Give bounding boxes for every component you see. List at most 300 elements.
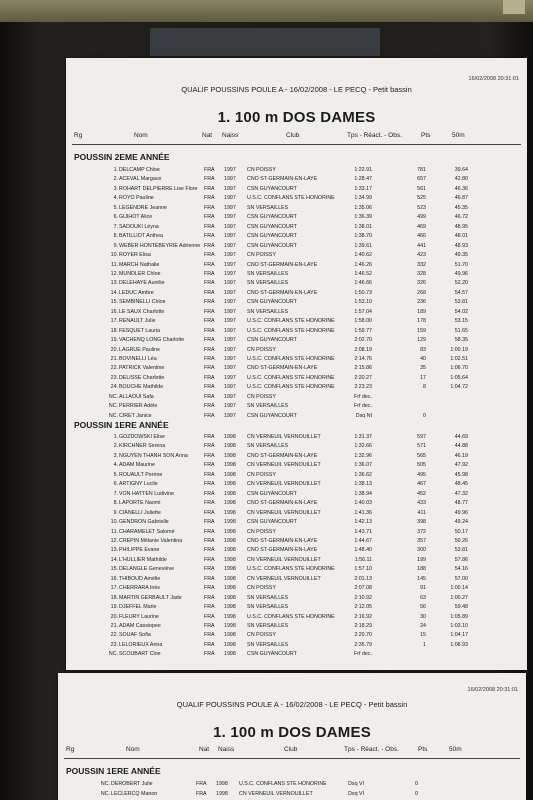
- nationality-cell: FRA: [204, 434, 215, 440]
- name-cell: ACEVAL Margaux: [119, 176, 162, 183]
- time-cell: 1:42.13: [354, 519, 372, 526]
- club-cell: CSN GUYANCOURT: [247, 214, 297, 221]
- table-row: [66, 537, 527, 546]
- split-50m-cell: 45.98: [454, 471, 468, 478]
- rank-cell: 5.: [113, 204, 118, 211]
- time-cell: 1:31.37: [354, 434, 372, 440]
- table-row: [66, 452, 527, 461]
- rank-cell: 15.: [110, 566, 118, 573]
- table-row: [66, 194, 527, 203]
- club-cell: CN VERNEUIL VERNOUILLET: [247, 509, 321, 516]
- club-cell: U.S.C. CONFLANS STE HONORINE: [247, 384, 335, 391]
- club-cell: CN POISSY: [247, 252, 276, 259]
- club-cell: CNO ST-GERMAIN-EN-LAYE: [247, 537, 318, 544]
- club-cell: CNO ST-GERMAIN-EN-LAYE: [247, 500, 318, 507]
- birth-year-cell: 1997: [224, 242, 236, 249]
- split-50m-cell: 48.45: [454, 481, 468, 488]
- col-naiss: Naiss: [222, 132, 239, 139]
- points-cell: 597: [417, 434, 426, 440]
- table-row: [66, 471, 527, 480]
- club-cell: CNO ST-GERMAIN-EN-LAYE: [247, 176, 318, 183]
- club-cell: U.S.C. CONFLANS STE HONORINE: [247, 374, 335, 381]
- name-cell: NGUYEN THANH SON Anna: [119, 452, 188, 459]
- rank-cell: 12.: [110, 537, 118, 544]
- table-row: [66, 166, 527, 175]
- birth-year-cell: 1998: [224, 623, 236, 629]
- birth-year-cell: 1997: [224, 261, 236, 268]
- nationality-cell: FRA: [204, 481, 215, 488]
- nationality-cell: FRA: [204, 167, 215, 173]
- birth-year-cell: 1997: [224, 412, 236, 419]
- birth-year-cell: 1997: [224, 214, 236, 221]
- nationality-cell: FRA: [204, 547, 215, 554]
- club-cell: U.S.C. CONFLANS STE HONORINE: [239, 781, 327, 787]
- time-cell: 2:07.08: [354, 585, 372, 592]
- table-row: [66, 603, 527, 612]
- table-row: [66, 355, 527, 364]
- col-nat: Nat: [202, 132, 213, 139]
- rank-cell: 4.: [113, 462, 118, 469]
- split-50m-cell: 49.24: [454, 519, 468, 526]
- club-cell: U.S.C. CONFLANS STE HONORINE: [247, 566, 335, 573]
- points-cell: 145: [417, 575, 426, 582]
- birth-year-cell: 1998: [224, 462, 236, 469]
- name-cell: ARTIGNY Lucile: [119, 481, 158, 488]
- points-cell: 467: [417, 481, 426, 488]
- points-cell: 199: [417, 556, 426, 563]
- nationality-cell: FRA: [204, 537, 215, 544]
- time-cell: Dsq VI: [348, 790, 364, 797]
- table-row: [66, 289, 527, 298]
- club-cell: CNO ST-GERMAIN-EN-LAYE: [247, 365, 318, 372]
- name-cell: L'HULLIER Mathilde: [119, 556, 167, 563]
- nationality-cell: FRA: [204, 204, 215, 211]
- split-50m-cell: 1:08.93: [450, 641, 468, 648]
- table-row: [66, 641, 527, 650]
- split-50m-cell: 48.77: [454, 500, 468, 507]
- time-cell: 1:59.77: [354, 327, 372, 334]
- birth-year-cell: 1998: [224, 443, 236, 450]
- rank-cell: 19.: [110, 337, 118, 344]
- header-divider: [72, 144, 521, 145]
- points-cell: 0: [423, 412, 426, 419]
- points-cell: 236: [417, 299, 426, 306]
- birth-year-cell: 1997: [224, 403, 236, 410]
- split-50m-cell: 49.35: [454, 252, 468, 259]
- tape-strip: [150, 28, 380, 56]
- points-cell: 357: [417, 537, 426, 544]
- table-row: [66, 546, 527, 555]
- birth-year-cell: 1998: [224, 471, 236, 478]
- split-50m-cell: 48.01: [454, 233, 468, 240]
- name-cell: GUIHOT Alice: [119, 214, 153, 221]
- nationality-cell: FRA: [204, 613, 215, 620]
- points-cell: 17: [420, 374, 426, 381]
- birth-year-cell: 1998: [216, 781, 228, 787]
- nationality-cell: FRA: [204, 632, 215, 639]
- nationality-cell: FRA: [204, 374, 215, 381]
- name-cell: BOUCHE Mathilde: [119, 384, 164, 391]
- rank-cell: 13.: [110, 280, 118, 287]
- points-cell: 15: [420, 632, 426, 639]
- points-cell: 372: [417, 528, 426, 535]
- points-cell: 411: [417, 509, 426, 516]
- birth-year-cell: 1998: [224, 500, 236, 507]
- name-cell: SEMBINELLI Chloe: [119, 299, 166, 306]
- name-cell: MARCH Nathalie: [119, 261, 160, 268]
- col-tps: Tps - Réact. - Obs.: [347, 132, 402, 139]
- rank-cell: 18.: [110, 327, 118, 334]
- points-cell: 452: [417, 490, 426, 497]
- time-cell: 2:12.05: [354, 604, 372, 611]
- points-cell: 565: [417, 452, 426, 459]
- time-cell: 2:01.13: [354, 575, 372, 582]
- rank-cell: 14.: [110, 556, 118, 563]
- nationality-cell: FRA: [204, 270, 215, 277]
- birth-year-cell: 1997: [224, 365, 236, 372]
- club-cell: SN VERSAILLES: [247, 270, 289, 277]
- time-cell: 1:34.99: [354, 195, 372, 202]
- time-cell: 1:38.01: [354, 223, 372, 230]
- rank-cell: 6.: [113, 214, 118, 221]
- rank-cell: 8.: [113, 500, 118, 507]
- col-nom: Nom: [134, 132, 148, 139]
- rank-cell: 7.: [113, 223, 118, 230]
- nationality-cell: FRA: [204, 261, 215, 268]
- results-sheet-2: [58, 673, 526, 800]
- birth-year-cell: 1997: [224, 299, 236, 306]
- nationality-cell: FRA: [204, 604, 215, 611]
- table-row: [66, 251, 527, 260]
- birth-year-cell: 1997: [224, 176, 236, 183]
- rank-cell: 23.: [110, 374, 118, 381]
- birth-year-cell: 1997: [224, 289, 236, 296]
- club-cell: CN POISSY: [247, 346, 276, 353]
- points-cell: 268: [417, 289, 426, 296]
- table-row: [66, 433, 527, 442]
- birth-year-cell: 1997: [224, 185, 236, 192]
- table-row: [66, 204, 527, 213]
- name-cell: VACHENQ LONG Charlotte: [119, 337, 185, 344]
- time-cell: Dsq NI: [355, 412, 372, 419]
- time-cell: 1:48.40: [354, 547, 372, 554]
- rank-cell: 4.: [113, 195, 118, 202]
- col-pts: Pts: [421, 132, 431, 139]
- print-timestamp: 16/02/2008 20:31:01: [467, 687, 518, 693]
- time-cell: 1:38.13: [354, 481, 372, 488]
- rank-cell: 20.: [110, 346, 118, 353]
- name-cell: LELORIEUX Anna: [119, 641, 163, 648]
- split-50m-cell: 50.17: [454, 528, 468, 535]
- rank-cell: 21.: [110, 356, 118, 362]
- rank-cell: 11.: [111, 261, 118, 268]
- club-cell: CSN GUYANCOURT: [247, 651, 297, 658]
- rank-cell: 2.: [113, 443, 118, 450]
- points-cell: 561: [417, 185, 426, 192]
- points-cell: 188: [417, 566, 426, 573]
- nationality-cell: FRA: [204, 346, 215, 353]
- points-cell: 91: [420, 585, 426, 592]
- split-50m-cell: 48.93: [454, 242, 468, 249]
- points-cell: 129: [417, 337, 426, 344]
- name-cell: LAPORTE Naomi: [119, 500, 161, 507]
- club-cell: CSN GUYANCOURT: [247, 242, 297, 249]
- club-cell: CNO ST-GERMAIN-EN-LAYE: [247, 289, 318, 296]
- birth-year-cell: 1998: [224, 575, 236, 582]
- birth-year-cell: 1998: [216, 790, 228, 797]
- name-cell: VON HATTEN Ludivine: [119, 490, 174, 497]
- split-50m-cell: 47.92: [454, 462, 468, 469]
- split-50m-cell: 44.88: [454, 443, 468, 450]
- birth-year-cell: 1997: [224, 252, 236, 259]
- table-row: [66, 613, 527, 622]
- time-cell: 1:58.00: [354, 318, 372, 325]
- name-cell: BOVINELLI Léa: [119, 356, 157, 362]
- club-cell: U.S.C. CONFLANS STE HONORINE: [247, 327, 335, 334]
- club-cell: CSN GUYANCOURT: [247, 337, 297, 344]
- split-50m-cell: 58.35: [454, 337, 468, 344]
- points-cell: 657: [417, 176, 426, 183]
- name-cell: ADAM Cassiopee: [119, 623, 161, 629]
- name-cell: CIANELLI Juliette: [119, 509, 161, 516]
- rank-cell: NC.: [100, 781, 110, 787]
- split-50m-cell: 1:05.64: [450, 374, 468, 381]
- time-cell: Frf dec.: [354, 393, 372, 400]
- rank-cell: 16.: [110, 308, 118, 315]
- split-50m-cell: 1:00.19: [450, 346, 468, 353]
- name-cell: BATILLIOT Anthea: [119, 233, 163, 240]
- nationality-cell: FRA: [204, 500, 215, 507]
- points-cell: 423: [417, 252, 426, 259]
- nationality-cell: FRA: [204, 641, 215, 648]
- nationality-cell: FRA: [204, 471, 215, 478]
- nationality-cell: FRA: [196, 790, 207, 797]
- table-row: [66, 185, 527, 194]
- time-cell: 1:46.52: [354, 270, 372, 277]
- time-cell: 2:02.70: [354, 337, 372, 344]
- nationality-cell: FRA: [204, 214, 215, 221]
- table-row: [66, 346, 527, 355]
- time-cell: 1:50.73: [354, 289, 372, 296]
- name-cell: DELISSE Charlotte: [119, 374, 165, 381]
- split-50m-cell: 1:06.70: [450, 365, 468, 372]
- name-cell: CHERRARA Inès: [119, 585, 160, 592]
- points-cell: 469: [417, 223, 426, 230]
- points-cell: 0: [415, 790, 418, 797]
- split-50m-cell: 1:00.14: [450, 585, 468, 592]
- club-cell: CN POISSY: [247, 585, 276, 592]
- birth-year-cell: 1998: [224, 585, 236, 592]
- club-cell: CN VERNEUIL VERNOUILLET: [247, 575, 321, 582]
- club-cell: CSN GUYANCOURT: [247, 412, 297, 419]
- col-50m: 50m: [449, 746, 462, 753]
- club-cell: SN VERSAILLES: [247, 641, 289, 648]
- split-50m-cell: 54.16: [454, 566, 468, 573]
- club-cell: CN VERNEUIL VERNOUILLET: [239, 790, 313, 797]
- nationality-cell: FRA: [204, 176, 215, 183]
- nationality-cell: FRA: [204, 575, 215, 582]
- split-50m-cell: 53.15: [454, 318, 468, 325]
- time-cell: 2:08.19: [354, 346, 372, 353]
- rank-cell: 10.: [110, 252, 118, 259]
- club-cell: U.S.C. CONFLANS STE HONORINE: [247, 318, 335, 325]
- points-cell: 781: [417, 167, 426, 173]
- table-row: [66, 308, 527, 317]
- birth-year-cell: 1998: [224, 556, 236, 563]
- rank-cell: 18.: [110, 594, 118, 601]
- nationality-cell: FRA: [204, 623, 215, 629]
- name-cell: GOZDOWSKI Elise: [119, 434, 165, 440]
- rank-cell: 6.: [113, 481, 118, 488]
- name-cell: LE SAUX Charlotte: [119, 308, 165, 315]
- birth-year-cell: 1998: [224, 594, 236, 601]
- name-cell: RENAULT Julie: [119, 318, 156, 325]
- club-cell: SN VERSAILLES: [247, 443, 289, 450]
- time-cell: 1:39.61: [354, 242, 372, 249]
- birth-year-cell: 1998: [224, 452, 236, 459]
- nationality-cell: FRA: [204, 403, 215, 410]
- club-cell: CSN GUYANCOURT: [247, 490, 297, 497]
- rank-cell: NC.: [108, 393, 118, 400]
- col-club: Club: [284, 746, 298, 753]
- birth-year-cell: 1998: [224, 537, 236, 544]
- table-row: [66, 317, 527, 326]
- rank-cell: 2.: [113, 176, 118, 183]
- rank-cell: NC.: [100, 790, 110, 797]
- points-cell: 189: [417, 308, 426, 315]
- time-cell: 1:32.96: [354, 452, 372, 459]
- name-cell: ALLAOUI Safa: [119, 393, 154, 400]
- points-cell: 571: [417, 443, 426, 450]
- birth-year-cell: 1997: [224, 233, 236, 240]
- rank-cell: 5.: [113, 471, 118, 478]
- nationality-cell: FRA: [204, 462, 215, 469]
- birth-year-cell: 1997: [224, 280, 236, 287]
- name-cell: CREPIN Mélanie Valentina: [119, 537, 183, 544]
- time-cell: 1:53.10: [354, 299, 372, 306]
- split-50m-cell: 46.36: [454, 185, 468, 192]
- rank-cell: 17.: [110, 585, 118, 592]
- nationality-cell: FRA: [204, 519, 215, 526]
- col-naiss: Naiss: [218, 746, 235, 753]
- name-cell: MUNDLER Chloe: [119, 270, 161, 277]
- split-50m-cell: 46.87: [454, 195, 468, 202]
- col-nom: Nom: [126, 746, 140, 753]
- name-cell: SADOUKI Léyna: [119, 223, 159, 230]
- split-50m-cell: 49.96: [454, 509, 468, 516]
- time-cell: 2:15.86: [354, 365, 372, 372]
- points-cell: 300: [417, 547, 426, 554]
- club-cell: CN POISSY: [247, 632, 276, 639]
- split-50m-cell: 1:04.72: [450, 384, 468, 391]
- club-cell: CN POISSY: [247, 167, 276, 173]
- rank-cell: NC.: [108, 403, 118, 410]
- time-cell: 1:33.17: [354, 185, 372, 192]
- table-row: [66, 509, 527, 518]
- club-cell: U.S.C. CONFLANS STE HONORINE: [247, 356, 335, 362]
- club-cell: CSN GUYANCOURT: [247, 519, 297, 526]
- points-cell: 525: [417, 195, 426, 202]
- points-cell: 63: [420, 594, 426, 601]
- nationality-cell: FRA: [204, 337, 215, 344]
- name-cell: DELANGLE Geneviève: [119, 566, 175, 573]
- points-cell: 56: [420, 604, 426, 611]
- nationality-cell: FRA: [204, 299, 215, 306]
- rank-cell: 21.: [110, 623, 118, 629]
- birth-year-cell: 1997: [224, 384, 236, 391]
- birth-year-cell: 1998: [224, 519, 236, 526]
- time-cell: 1:38.70: [354, 233, 372, 240]
- split-50m-cell: 1:04.17: [450, 632, 468, 639]
- points-cell: 8: [423, 384, 426, 391]
- name-cell: PHILIPPE Evane: [119, 547, 160, 554]
- nationality-cell: FRA: [204, 318, 215, 325]
- rank-cell: 1.: [113, 167, 118, 173]
- name-cell: CHARAMELET Salomé: [119, 528, 175, 535]
- name-cell: ADAM Maurine: [119, 462, 155, 469]
- name-cell: DELEHAYE Aurélie: [119, 280, 165, 287]
- points-cell: 332: [417, 261, 426, 268]
- col-nat: Nat: [199, 746, 210, 753]
- split-50m-cell: 1:05.89: [450, 613, 468, 620]
- time-cell: 1:38.94: [354, 490, 372, 497]
- frame-corner: [503, 0, 525, 14]
- nationality-cell: FRA: [204, 365, 215, 372]
- name-cell: WEBER HONTEBEYRIE Adrienne: [119, 242, 201, 249]
- club-cell: SN VERSAILLES: [247, 623, 289, 629]
- birth-year-cell: 1997: [224, 308, 236, 315]
- col-tps: Tps - Réact. - Obs.: [344, 746, 399, 753]
- nationality-cell: FRA: [204, 594, 215, 601]
- event-title: 1. 100 m DOS DAMES: [217, 109, 376, 126]
- name-cell: DJEFFEL Marie: [119, 604, 157, 611]
- split-50m-cell: 53.81: [454, 547, 468, 554]
- nationality-cell: FRA: [204, 242, 215, 249]
- rank-cell: 22.: [110, 632, 118, 639]
- rank-cell: 20.: [110, 613, 118, 620]
- birth-year-cell: 1998: [224, 613, 236, 620]
- name-cell: SOUAF Sofia: [119, 632, 151, 639]
- time-cell: 1:57.10: [354, 566, 372, 573]
- time-cell: 2:20.27: [354, 374, 372, 381]
- nationality-cell: FRA: [204, 233, 215, 240]
- birth-year-cell: 1998: [224, 434, 236, 440]
- rank-cell: 17.: [110, 318, 118, 325]
- nationality-cell: FRA: [204, 585, 215, 592]
- points-cell: 433: [417, 500, 426, 507]
- table-row: [66, 223, 527, 232]
- table-row: [66, 393, 527, 402]
- nationality-cell: FRA: [204, 566, 215, 573]
- time-cell: 1:46.26: [354, 261, 372, 268]
- split-50m-cell: 57.86: [454, 556, 468, 563]
- table-row: [66, 298, 527, 307]
- split-50m-cell: 48.95: [454, 223, 468, 230]
- split-50m-cell: 1:00.27: [450, 594, 468, 601]
- name-cell: ROHART DELPIERRE Lise Flore: [119, 185, 198, 192]
- split-50m-cell: 54.57: [454, 289, 468, 296]
- time-cell: Frf dec.: [354, 403, 372, 410]
- split-50m-cell: 47.32: [454, 490, 468, 497]
- club-cell: CNO ST-GERMAIN-EN-LAYE: [247, 452, 318, 459]
- section-heading: POUSSIN 1ERE ANNÉE: [66, 766, 161, 776]
- time-cell: 1:28.47: [354, 176, 372, 183]
- split-50m-cell: 53.81: [454, 299, 468, 306]
- table-row: [66, 442, 527, 451]
- nationality-cell: FRA: [204, 185, 215, 192]
- split-50m-cell: 39.64: [454, 167, 468, 173]
- table-row: [66, 499, 527, 508]
